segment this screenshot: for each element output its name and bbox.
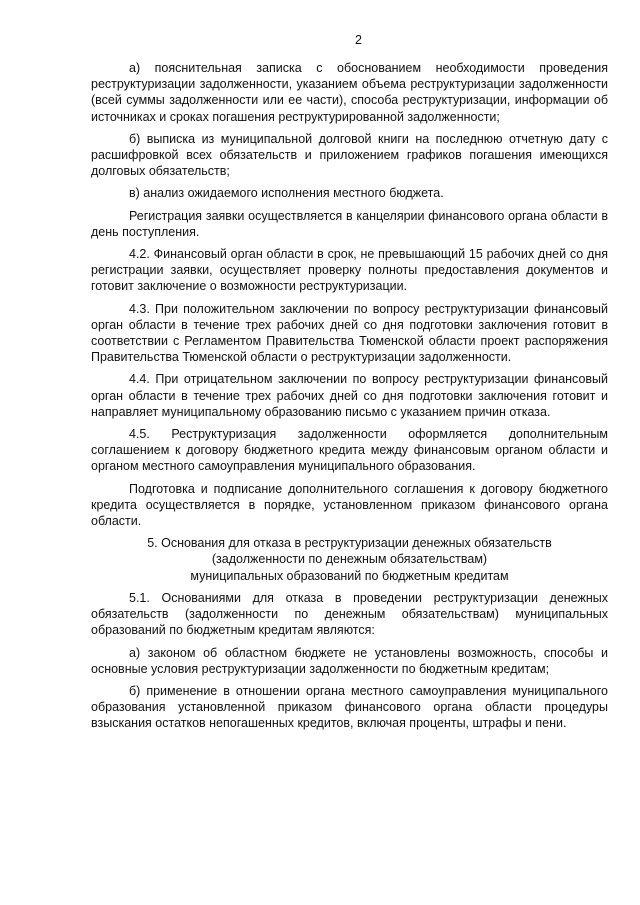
paragraph-a-explanatory-note: а) пояснительная записка с обоснованием необходимости проведения реструктуризации задолженности, указанием объема реструктуризации задолженности (всей суммы задолженности или ее части), способа реструктуризации, информации об источниках и сроках погашения реструктурированной задолженности;	[91, 61, 608, 124]
paragraph-b-debt-book-extract: б) выписка из муниципальной долговой книги на последнюю отчетную дату с расшифровкой всех обязательств и приложением графиков погашения имеющихся долговых обязательств;	[91, 131, 608, 179]
section-heading-line-2: (задолженности по денежным обязательствам)	[211, 552, 488, 567]
paragraph-5-1-a: а) законом об областном бюджете не установлены возможность, способы и основные условия реструктуризации задолженности по бюджетным кредитам;	[91, 645, 608, 676]
paragraph-registration: Регистрация заявки осуществляется в канцелярии финансового органа области в день поступления.	[91, 208, 608, 239]
paragraph-v-budget-analysis: в) анализ ожидаемого исполнения местного бюджета.	[129, 186, 444, 201]
section-5-heading	[91, 535, 608, 584]
paragraph-4-2: 4.2. Финансовый орган области в срок, не превышающий 15 рабочих дней со дня регистрации заявки, осуществляет проверку полноты предоставления документов и готовит заключение о возможности реструктуризации.	[91, 247, 608, 294]
paragraph-4-4: 4.4. При отрицательном заключении по вопросу реструктуризации финансовый орган области в течение трех рабочих дней со дня подготовки заключения готовит и направляет муниципальному образованию письмо с указанием причин отказа.	[91, 372, 608, 419]
paragraph-4-3: 4.3. При положительном заключении по вопросу реструктуризации финансовый орган области в течение трех рабочих дней со дня подготовки заключения готовит в соответствии с Регламентом Правительства Тюменской области проект распоряжения Правительства Тюменской области о реструктуризации задолженности.	[91, 301, 608, 365]
paragraph-additional-agreement: Подготовка и подписание дополнительного соглашения к договору бюджетного кредита осуществляется в порядке, установленном приказом финансового органа области.	[91, 481, 608, 529]
section-heading-line-1: 5. Основания для отказа в реструктуризации денежных обязательств	[147, 536, 552, 551]
section-heading-line-3: муниципальных образований по бюджетным кредитам	[190, 568, 509, 583]
paragraph-5-1: 5.1. Основаниями для отказа в проведении реструктуризации денежных обязательств (задолженности по денежным обязательствам) муниципальных образований по бюджетным кредитам являются:	[91, 590, 608, 638]
page-number: 2	[355, 33, 362, 47]
paragraph-4-5: 4.5. Реструктуризация задолженности оформляется дополнительным соглашением к договору бюджетного кредита между финансовым органом области и органом местного самоуправления муниципального образования.	[91, 427, 608, 474]
paragraph-5-1-b: б) применение в отношении органа местного самоуправления муниципального образования установленной приказом финансового органа области процедуры взыскания остатков непогашенных кредитов, включая проценты, штрафы и пени.	[91, 683, 608, 731]
